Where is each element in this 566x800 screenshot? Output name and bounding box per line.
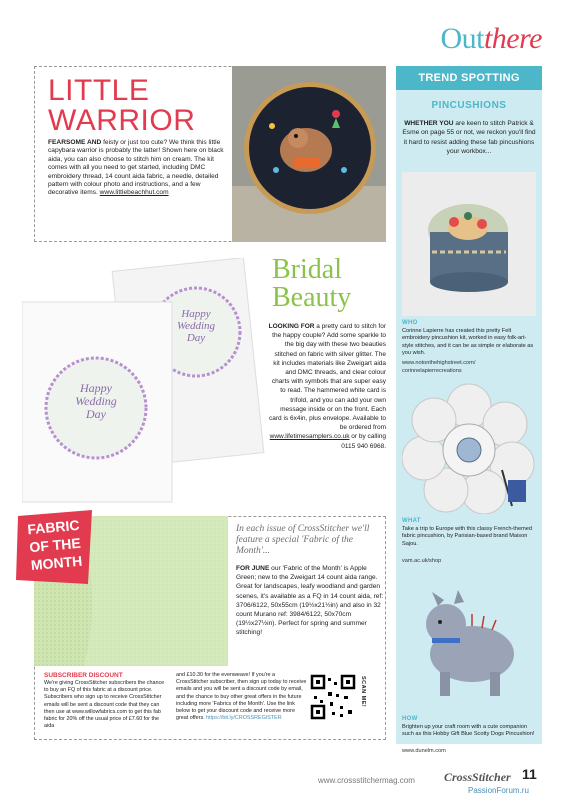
fabric-intro: In each issue of CrossStitcher we'll feature a special 'Fabric of the Month'... — [236, 524, 370, 556]
lead-in: LOOKING FOR — [268, 323, 315, 330]
page-number: 11 — [522, 766, 537, 782]
body-text: a pretty card to stitch for the happy couple? Add some sparkle to the big day with these two beauties stitched on fabric with silver glitter. The kit includes materials like Zweigart aida and DMC threads, and clear colour charts with symbols that are super easy to read. The hammered white card is trifold, and you can add your own message inside or on the front. Each card is 6x4in, plus envelope. Available to be ordered from — [269, 323, 386, 432]
capybara-hoop-photo — [232, 66, 386, 242]
french-pincushion-photo — [402, 380, 536, 514]
item-link-who-1[interactable]: www.notonthehighstreet.com/ — [402, 360, 476, 366]
register-link[interactable]: https://bit.ly/CROSSREGISTER — [206, 715, 282, 722]
little-warrior-title — [48, 76, 195, 136]
subscriber-text-col2 — [176, 672, 308, 722]
section-brand — [440, 22, 542, 56]
item-label-what: WHAT — [402, 518, 421, 524]
kit-link[interactable]: www.littlebeachhut.com — [99, 189, 169, 197]
subscriber-heading: SUBSCRIBER DISCOUNT — [44, 672, 123, 679]
fabric-body — [236, 564, 384, 638]
item-text-how: Brighten up your craft room with a cute companion such as this Hobby Gift Blue Scotty Dogs Pincushion! — [402, 724, 535, 738]
badge-line-1: FABRIC — [26, 516, 81, 538]
lead-in: FEARSOME AND — [48, 139, 102, 146]
item-label-how: HOW — [402, 716, 418, 722]
subscriber-text-col1: We're giving CrossStitcher subscribers the chance to buy an FQ of this fabric at a discount price. Subscribers who sign up to receive CrossStitcher emails will be sent a discount code that they can then use at www.willowfabrics.com to get this fab fabric for 20% off the usual price of £7.60 for the aida — [44, 680, 165, 730]
kit-link[interactable]: www.lifetimesamplers.co.uk — [269, 433, 350, 441]
footer-url[interactable]: www.crossstitchermag.com — [318, 776, 415, 785]
felt-pincushion-photo — [402, 172, 536, 316]
body-text: feisty or just too cute? We think this little capybara warrior is probably the latter! Shown here on black aida, you can also choose to stitch him on cream. The kit comes with all you need to get started, including DMC embroidery thread, 14 count aida fabric, a needle, detailed pattern with colour photo and instructions, and a few decorative items. — [48, 139, 224, 197]
body-text: our 'Fabric of the Month' is Apple Green; new to the Zweigart 14 count aida range. Great for landscapes, leafy woodland and garden scenes, it's available as a FQ in 14 count aida, ref: 3706/6122, 50x55cm (19½x21½in) and also in 32 count Murano ref: 3984/6122, 50x70cm (19½x27½in). Perfect for spring and summer stitching! — [236, 565, 384, 637]
badge-line-2: OF THE — [28, 534, 82, 556]
brand-italic: there — [483, 22, 542, 55]
item-text-what: Take a trip to Europe with this classy French-themed fabric pincushion, by Parisian-based brand Maison Sajou. — [402, 526, 532, 547]
item-link-what[interactable]: vam.ac.uk/shop — [402, 558, 442, 564]
card-text-front: Happy Wedding Day — [75, 381, 117, 421]
body-tail: or by calling 0115 940 6968. — [341, 433, 386, 450]
title-line-2: Beauty — [272, 282, 352, 313]
item-label-who: WHO — [402, 320, 418, 326]
badge-line-3: MONTH — [30, 552, 83, 574]
bridal-title — [272, 256, 351, 312]
lead-in: WHETHER YOU — [404, 120, 454, 127]
title-line-2: WARRIOR — [48, 104, 196, 137]
watermark: PassionForum.ru — [468, 786, 529, 795]
wedding-cards-photo — [22, 258, 266, 506]
qr-code[interactable] — [310, 674, 356, 720]
card-text-back: Happy Wedding Day — [176, 308, 216, 344]
scotty-dog-pincushion-photo — [402, 572, 536, 712]
pincushions-heading: PINCUSHIONS — [431, 100, 507, 111]
item-link-who-2[interactable]: corinnelapierrecreations — [402, 368, 462, 374]
little-warrior-body — [48, 139, 230, 198]
trend-intro — [402, 119, 536, 157]
bridal-body — [268, 322, 386, 451]
qr-label: SCAN ME! — [360, 676, 366, 708]
title-line-1: LITTLE — [48, 74, 150, 107]
col2-text: and £10.30 for the evenweave! If you're a CrossStitcher subscriber, then sign up today to receive emails and you will be sent a discount code by email, and the chance to buy other great offers in the future including more 'Fabrics of the Month'. Use the link below to get your discount code and receive more great offers. — [176, 672, 307, 722]
fabric-of-month-badge — [14, 508, 96, 588]
footer-magazine: CrossStitcher — [444, 770, 511, 784]
item-link-how[interactable]: www.dunelm.com — [402, 748, 446, 754]
trend-heading: TREND SPOTTING — [396, 66, 542, 90]
intro-text: are keen to stitch Patrick & Esme on page 55 or not, we reckon you'll find it hard to resist adding these fab pincushions your workbox... — [402, 120, 536, 156]
item-text-who: Corinne Lapierre has created this pretty Felt embroidery pincushion kit, worked in easy folk-art-style stitches, and it can be as simple or elaborate as you wish. — [402, 328, 534, 357]
lead-in: FOR JUNE — [236, 565, 270, 572]
brand-plain: Out — [440, 22, 484, 55]
title-line-1: Bridal — [272, 254, 342, 285]
